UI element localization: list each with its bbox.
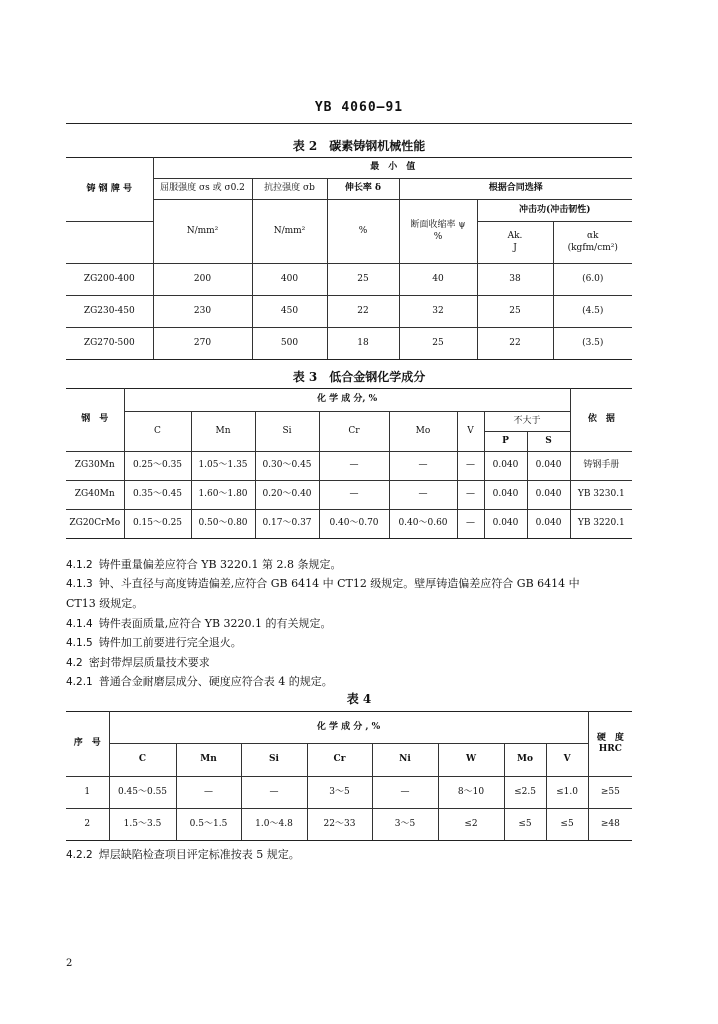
table4-cell-no: 1 [66, 777, 109, 809]
table-row [66, 296, 632, 328]
table3-cell-c: 0.25～0.35 [124, 452, 191, 481]
table2-cell-elong: 18 [327, 328, 399, 360]
clause-4-1-2 [66, 555, 646, 575]
clause-number: 4.1.2 [66, 559, 93, 571]
table2-ak-unit: J [513, 242, 517, 253]
table4-cell-c: 1.5～3.5 [109, 809, 176, 841]
table2-header-elong: 伸长率 δ [327, 179, 399, 200]
table4-header-v: V [546, 744, 588, 777]
clause-text: 普通合金耐磨层成分、硬度应符合表 4 的规定。 [98, 675, 333, 688]
table2-header-contract: 根据合同选择 [399, 179, 632, 200]
table3-cell-p: 0.040 [484, 452, 527, 481]
clause-4-2-2 [66, 845, 646, 865]
page-number: 2 [66, 958, 73, 969]
table3-header-cr: Cr [319, 412, 389, 452]
table3-cell-v: — [457, 452, 484, 481]
table2-cell-tensile: 400 [252, 264, 327, 296]
table3-cell-c: 0.15～0.25 [124, 510, 191, 539]
table2-cell-yield: 200 [153, 264, 252, 296]
table2-cell-reduction: 32 [399, 296, 477, 328]
table2-cell-yield: 270 [153, 328, 252, 360]
clause-number: 4.1.4 [66, 618, 93, 630]
table4-cell-mn: — [176, 777, 241, 809]
table2-header-min: 最 小 值 [153, 158, 632, 179]
table3-header-si: Si [255, 412, 319, 452]
clause-text: 铸件表面质量,应符合 YB 3220.1 的有关规定。 [98, 617, 332, 630]
clause-text: 密封带焊层质量技术要求 [88, 656, 210, 669]
table3-cell-basis: YB 3220.1 [570, 510, 632, 539]
table3-cell-mo: — [389, 481, 457, 510]
document-code: YB 4060—91 [314, 100, 404, 115]
table4-header-si: Si [241, 744, 307, 777]
table-row [66, 809, 632, 841]
table3-header-p: P [484, 432, 527, 452]
clause-number: 4.1.5 [66, 637, 93, 649]
table3-header-max: 不大于 [484, 412, 570, 432]
table2-cell-ak: 22 [477, 328, 553, 360]
table4-cell-cr: 22～33 [307, 809, 372, 841]
table2-cell-reduction: 40 [399, 264, 477, 296]
table4-cell-si: 1.0～4.8 [241, 809, 307, 841]
clause-4-2-1 [66, 672, 646, 692]
table3-cell-si: 0.30～0.45 [255, 452, 319, 481]
table2-unit-tensile: N/mm² [252, 200, 327, 264]
table4-header-mn: Mn [176, 744, 241, 777]
clause-number: 4.2.2 [66, 849, 93, 861]
table3-cell-basis: 铸钢手册 [570, 452, 632, 481]
table3-cell-s: 0.040 [527, 510, 570, 539]
table3-cell-grade: ZG30Mn [66, 452, 124, 481]
clause-number: 4.2.1 [66, 676, 93, 688]
table2-cell-tensile: 500 [252, 328, 327, 360]
table3-cell-s: 0.040 [527, 452, 570, 481]
clause-text: 焊层缺陷检查项目评定标准按表 5 规定。 [98, 848, 300, 861]
clause-4-1-5 [66, 633, 646, 653]
table4-cell-mo: ≤2.5 [504, 777, 546, 809]
table2-header-tensile: 抗拉强度 σb [252, 179, 327, 200]
table2-cell-yield: 230 [153, 296, 252, 328]
table3-cell-grade: ZG40Mn [66, 481, 124, 510]
table4-cell-w: ≤2 [438, 809, 504, 841]
table2-caption: 表 2 碳素铸钢机械性能 [292, 139, 426, 153]
table4-header-cr: Cr [307, 744, 372, 777]
table-row [66, 452, 632, 481]
table4 [66, 711, 632, 841]
table4-header-no: 序 号 [66, 712, 109, 777]
table2-unit-reduction: % [433, 231, 443, 242]
table3-cell-cr: — [319, 452, 389, 481]
table4-cell-si: — [241, 777, 307, 809]
table3-cell-mn: 0.50～0.80 [191, 510, 255, 539]
clause-text: 铸件重量偏差应符合 YB 3220.1 第 2.8 条规定。 [98, 558, 342, 571]
table3-header-mn: Mn [191, 412, 255, 452]
table2-header-impact: 冲击功(冲击韧性) [477, 200, 632, 222]
table2-header-reduction [399, 200, 477, 264]
table2-cell-ak: 38 [477, 264, 553, 296]
table3-cell-mn: 1.60～1.80 [191, 481, 255, 510]
table4-cell-v: ≤5 [546, 809, 588, 841]
table2 [66, 157, 632, 360]
table2-cell-alpha: (4.5) [553, 296, 632, 328]
table2-cell-ak: 25 [477, 296, 553, 328]
table2-alpha-unit: (kgfm/cm²) [567, 242, 618, 253]
table4-hardness-label: 硬 度 [596, 732, 624, 743]
clause-text: 钟、斗直径与高度铸造偏差,应符合 GB 6414 中 CT12 级规定。壁厚铸造偏差应符合 GB 6414 中 [98, 577, 580, 590]
table2-header-reduction-label: 断面收缩率 ψ [410, 220, 466, 231]
table-row [66, 510, 632, 539]
clause-4-1-3 [66, 574, 646, 594]
clause-text: 铸件加工前要进行完全退火。 [98, 636, 242, 649]
table3-cell-mo: 0.40～0.60 [389, 510, 457, 539]
table2-cell-alpha: (3.5) [553, 328, 632, 360]
table2-cell-elong: 22 [327, 296, 399, 328]
table-row [66, 328, 632, 360]
table3-header-basis: 依 据 [570, 389, 632, 452]
table4-hardness-unit: HRC [598, 744, 622, 754]
clause-number: 4.1.3 [66, 578, 93, 590]
table3-header-c: C [124, 412, 191, 452]
table4-caption: 表 4 [346, 692, 372, 706]
table2-cell-tensile: 450 [252, 296, 327, 328]
table3-cell-mo: — [389, 452, 457, 481]
table4-cell-hardness: ≥55 [588, 777, 632, 809]
table2-header-grade: 铸 钢 牌 号 [66, 158, 153, 222]
table4-header-w: W [438, 744, 504, 777]
table-row [66, 264, 632, 296]
table3-caption: 表 3 低合金钢化学成分 [292, 370, 426, 384]
table-row [66, 777, 632, 809]
table4-header-c: C [109, 744, 176, 777]
table4-cell-no: 2 [66, 809, 109, 841]
table2-ak-label: Ak. [507, 231, 523, 242]
table2-unit-elong: % [327, 200, 399, 264]
table2-cell-alpha: (6.0) [553, 264, 632, 296]
table3-cell-v: — [457, 510, 484, 539]
clause-4-2 [66, 653, 646, 673]
table2-header-yield: 屈服强度 σs 或 σ0.2 [153, 179, 252, 200]
table4-cell-c: 0.45～0.55 [109, 777, 176, 809]
table3-cell-mn: 1.05～1.35 [191, 452, 255, 481]
header-rule [66, 123, 632, 124]
table3-cell-cr: — [319, 481, 389, 510]
table2-cell-grade: ZG230-450 [66, 296, 153, 328]
table3-cell-c: 0.35～0.45 [124, 481, 191, 510]
table3-cell-p: 0.040 [484, 481, 527, 510]
table3-header-s: S [527, 432, 570, 452]
table4-cell-cr: 3～5 [307, 777, 372, 809]
table4-header-mo: Mo [504, 744, 546, 777]
table4-cell-v: ≤1.0 [546, 777, 588, 809]
clause-number: 4.2 [66, 657, 83, 669]
table4-cell-mn: 0.5～1.5 [176, 809, 241, 841]
table2-header-ak [477, 222, 553, 264]
clause-4-1-4 [66, 614, 646, 634]
clause-4-1-3-continued: CT13 级规定。 [66, 597, 144, 610]
table3-header-mo: Mo [389, 412, 457, 452]
table4-cell-hardness: ≥48 [588, 809, 632, 841]
table2-header-alpha [553, 222, 632, 264]
table3-cell-si: 0.17～0.37 [255, 510, 319, 539]
table4-cell-w: 8～10 [438, 777, 504, 809]
table2-unit-yield: N/mm² [153, 200, 252, 264]
table3-cell-s: 0.040 [527, 481, 570, 510]
table2-header-grade-filler [66, 222, 153, 264]
table4-cell-ni: 3～5 [372, 809, 438, 841]
table4-header-comp: 化 学 成 分 , % [109, 712, 588, 744]
table4-cell-ni: — [372, 777, 438, 809]
table3-header-grade: 钢 号 [66, 389, 124, 452]
table2-alpha-label: αk [586, 231, 599, 242]
table3-header-comp: 化 学 成 分, % [124, 389, 570, 412]
table2-cell-grade: ZG200-400 [66, 264, 153, 296]
table3-header-v: V [457, 412, 484, 452]
table2-cell-grade: ZG270-500 [66, 328, 153, 360]
table2-cell-reduction: 25 [399, 328, 477, 360]
table3-cell-p: 0.040 [484, 510, 527, 539]
table3 [66, 388, 632, 539]
table4-cell-mo: ≤5 [504, 809, 546, 841]
table3-cell-si: 0.20～0.40 [255, 481, 319, 510]
table4-header-ni: Ni [372, 744, 438, 777]
table4-header-hardness [588, 712, 632, 777]
table3-cell-cr: 0.40～0.70 [319, 510, 389, 539]
table3-cell-basis: YB 3230.1 [570, 481, 632, 510]
table3-cell-v: — [457, 481, 484, 510]
table3-cell-grade: ZG20CrMo [66, 510, 124, 539]
table-row [66, 481, 632, 510]
table2-cell-elong: 25 [327, 264, 399, 296]
